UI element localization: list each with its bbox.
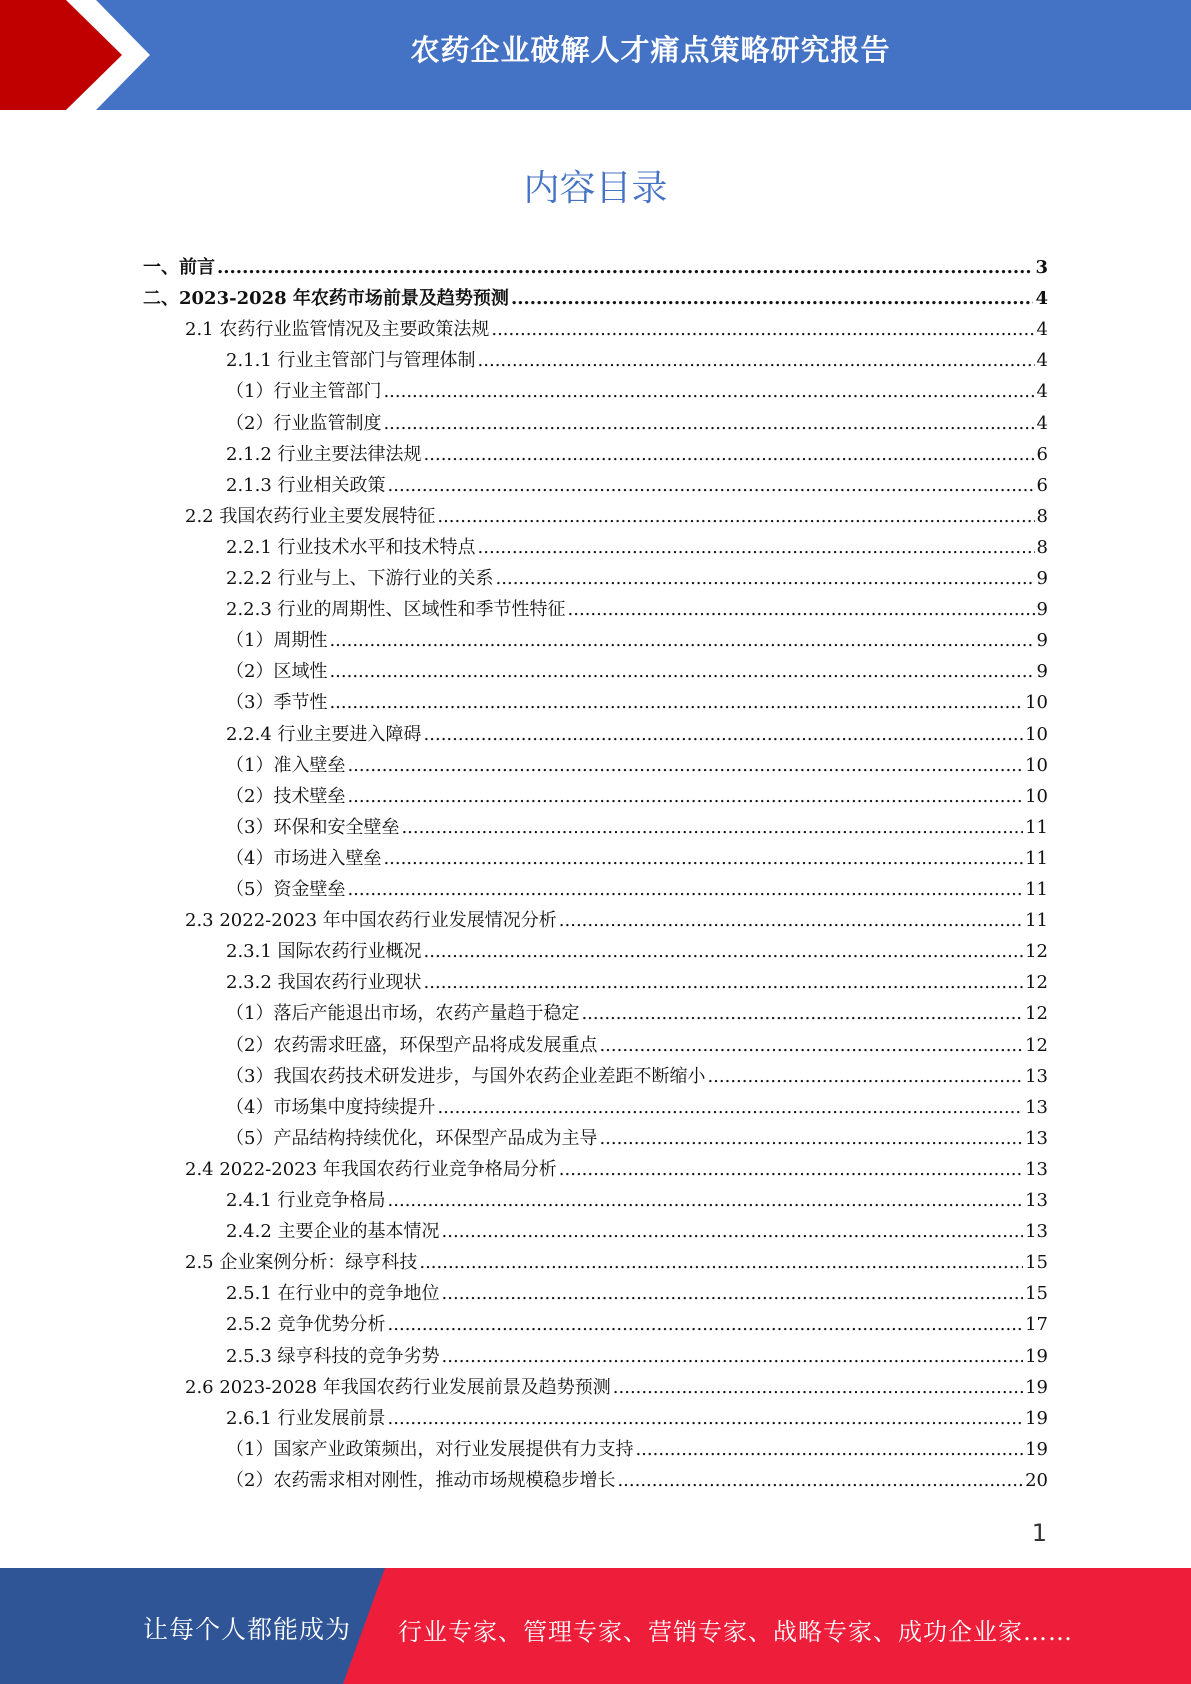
toc-entry[interactable] <box>226 1404 1048 1435</box>
toc-entry-page: 8 <box>1036 536 1048 558</box>
toc-leader-dots <box>424 444 1035 465</box>
toc-entry-label: （3）环保和安全壁垒 <box>226 816 400 838</box>
toc-entry-page: 6 <box>1036 443 1048 465</box>
toc-entry-page: 10 <box>1025 723 1048 745</box>
toc-leader-dots <box>599 1035 1023 1056</box>
toc-leader-dots <box>707 1066 1023 1087</box>
toc-entry[interactable] <box>185 906 1048 937</box>
toc-entry[interactable] <box>226 1466 1048 1497</box>
toc-leader-dots <box>383 848 1023 869</box>
toc-entry-page: 13 <box>1025 1158 1048 1180</box>
toc-entry[interactable] <box>226 471 1048 502</box>
toc-entry-page: 15 <box>1025 1252 1048 1274</box>
toc-leader-dots <box>329 630 1034 651</box>
toc-entry-label: （5）产品结构持续优化，环保型产品成为主导 <box>226 1127 598 1149</box>
toc-entry[interactable] <box>226 1062 1048 1093</box>
toc-entry-label: （1）落后产能退出市场，农药产量趋于稳定 <box>226 1003 580 1025</box>
toc-entry-label: （3）我国农药技术研发进步，与国外农药企业差距不断缩小 <box>226 1065 706 1087</box>
toc-entry-label: （1）行业主管部门 <box>226 381 382 403</box>
toc-entry[interactable] <box>226 1279 1048 1310</box>
toc-leader-dots <box>437 1097 1023 1118</box>
toc-entry-label: （2）技术壁垒 <box>226 785 346 807</box>
toc-leader-dots <box>635 1439 1023 1460</box>
toc-leader-dots <box>442 1346 1024 1367</box>
toc-entry-page: 12 <box>1025 972 1048 994</box>
toc-entry-page: 4 <box>1036 319 1048 341</box>
toc-entry-page: 10 <box>1025 754 1048 776</box>
toc-entry-label: 2.1.2 行业主要法律法规 <box>226 443 422 465</box>
toc-entry[interactable] <box>226 968 1048 999</box>
toc-entry-page: 4 <box>1036 350 1048 372</box>
toc-entry-label: （4）市场进入壁垒 <box>226 847 382 869</box>
toc-entry-label: （5）资金壁垒 <box>226 879 346 900</box>
toc-entry[interactable] <box>226 440 1048 471</box>
toc-entry-page: 15 <box>1025 1283 1048 1305</box>
toc-leader-dots <box>347 755 1023 776</box>
toc-entry[interactable] <box>226 1217 1048 1248</box>
toc-entry[interactable] <box>226 1124 1048 1155</box>
toc-entry-page: 17 <box>1025 1314 1048 1336</box>
toc-leader-dots <box>478 537 1035 558</box>
toc-entry-label: （4）市场集中度持续提升 <box>226 1096 436 1118</box>
toc-entry-page: 4 <box>1035 288 1048 310</box>
toc-leader-dots <box>401 817 1023 838</box>
toc-entry-page: 9 <box>1036 568 1048 589</box>
toc-entry-page: 9 <box>1036 599 1048 621</box>
toc-entry[interactable] <box>226 688 1048 719</box>
toc-entry-label: 2.4.2 主要企业的基本情况 <box>226 1221 440 1243</box>
toc-entry[interactable] <box>226 720 1048 751</box>
toc-entry-page: 19 <box>1025 1345 1048 1367</box>
toc-entry[interactable] <box>226 875 1048 906</box>
toc-entry-page: 19 <box>1025 1438 1048 1460</box>
toc-leader-dots <box>559 1159 1023 1180</box>
toc-entry[interactable] <box>226 626 1048 657</box>
toc-leader-dots <box>419 1252 1023 1273</box>
toc-entry[interactable] <box>226 564 1048 595</box>
toc-entry-label: 2.2.1 行业技术水平和技术特点 <box>226 536 476 558</box>
toc-entry[interactable] <box>185 1155 1048 1186</box>
toc-leader-dots <box>424 941 1024 962</box>
toc-leader-dots <box>442 1221 1024 1242</box>
toc-entry[interactable] <box>143 253 1048 284</box>
toc-leader-dots <box>613 1377 1023 1398</box>
toc-leader-dots <box>496 568 1035 589</box>
toc-entry[interactable] <box>226 1310 1048 1341</box>
toc-leader-dots <box>617 1470 1023 1491</box>
toc-leader-dots <box>383 381 1034 402</box>
footer-slogan-left: 让每个人都能成为 <box>143 1615 352 1644</box>
toc-entry-label: 2.3 2022-2023 年中国农药行业发展情况分析 <box>185 910 557 932</box>
toc-entry-label: 2.1.1 行业主管部门与管理体制 <box>226 350 476 372</box>
toc-entry[interactable] <box>226 1093 1048 1124</box>
toc-entry-label: （1）国家产业政策频出，对行业发展提供有力支持 <box>226 1438 634 1460</box>
toc-entry[interactable] <box>226 346 1048 377</box>
toc-entry[interactable] <box>185 315 1048 346</box>
toc-entry[interactable] <box>226 813 1048 844</box>
toc-entry[interactable] <box>226 1186 1048 1217</box>
toc-leader-dots <box>511 288 1034 309</box>
toc-entry-page: 8 <box>1036 505 1048 527</box>
toc-entry-page: 19 <box>1025 1376 1048 1398</box>
toc-leader-dots <box>383 413 1034 434</box>
toc-entry-page: 10 <box>1025 692 1048 714</box>
toc-entry[interactable] <box>226 1031 1048 1062</box>
toc-entry-label: 2.3.1 国际农药行业概况 <box>226 941 422 963</box>
toc-entry-page: 3 <box>1035 257 1048 278</box>
toc-entry-label: （2）农药需求相对刚性，推动市场规模稳步增长 <box>226 1469 616 1491</box>
toc-entry-page: 6 <box>1036 474 1048 496</box>
toc-entry-page: 9 <box>1036 661 1048 683</box>
toc-leader-dots <box>424 972 1024 993</box>
toc-leader-dots <box>568 599 1035 620</box>
toc-leader-dots <box>388 1190 1024 1211</box>
toc-entry-label: （1）准入壁垒 <box>226 754 346 776</box>
toc-leader-dots <box>347 786 1023 807</box>
toc-entry[interactable] <box>226 409 1048 440</box>
toc-entry-label: 2.5.2 竞争优势分析 <box>226 1314 386 1336</box>
toc-entry-page: 11 <box>1025 847 1048 869</box>
toc-entry-page: 10 <box>1025 785 1048 807</box>
toc-entry-label: （2）行业监管制度 <box>226 412 382 434</box>
toc-leader-dots <box>478 350 1035 371</box>
toc-entry-label: （2）区域性 <box>226 661 328 683</box>
toc-entry-label: 二、2023-2028 年农药市场前景及趋势预测 <box>143 288 509 310</box>
toc-entry-label: 2.4 2022-2023 年我国农药行业竞争格局分析 <box>185 1158 557 1180</box>
toc-entry[interactable] <box>185 1248 1048 1279</box>
toc-title: 内容目录 <box>523 168 668 209</box>
toc-entry[interactable] <box>226 657 1048 688</box>
toc-leader-dots <box>347 879 1023 900</box>
toc-entry-page: 11 <box>1025 910 1048 932</box>
toc-entry[interactable] <box>226 844 1048 875</box>
page-header <box>0 0 1191 110</box>
toc-entry[interactable] <box>226 595 1048 626</box>
toc-leader-dots <box>559 910 1023 931</box>
toc-leader-dots <box>599 1128 1023 1149</box>
toc-entry-label: 2.2 我国农药行业主要发展特征 <box>185 505 436 527</box>
toc-entry[interactable] <box>226 937 1048 968</box>
toc-entry-label: 2.3.2 我国农药行业现状 <box>226 972 422 994</box>
toc-entry-page: 12 <box>1025 941 1048 963</box>
toc-entry-label: （1）周期性 <box>226 630 328 652</box>
toc-entry-label: 2.1.3 行业相关政策 <box>226 474 386 496</box>
toc-entry[interactable] <box>226 999 1048 1030</box>
toc-entry[interactable] <box>226 377 1048 408</box>
toc-entry-label: 2.5.3 绿亨科技的竞争劣势 <box>226 1345 440 1367</box>
toc-entry-label: 2.2.2 行业与上、下游行业的关系 <box>226 568 494 589</box>
toc-leader-dots <box>437 506 1034 527</box>
toc-entry-page: 13 <box>1025 1065 1048 1087</box>
toc-entry-label: 2.5.1 在行业中的竞争地位 <box>226 1283 440 1305</box>
toc-entry[interactable] <box>226 782 1048 813</box>
toc-leader-dots <box>442 1283 1024 1304</box>
toc-entry-page: 19 <box>1025 1407 1048 1429</box>
toc-entry-label: 一、前言 <box>143 257 215 278</box>
toc-entry-label: 2.4.1 行业竞争格局 <box>226 1190 386 1211</box>
toc-entry-page: 11 <box>1025 879 1048 900</box>
toc-leader-dots <box>388 475 1035 496</box>
toc-entry-label: 2.1 农药行业监管情况及主要政策法规 <box>185 319 490 341</box>
toc-entry-page: 13 <box>1025 1221 1048 1243</box>
page-number: 1 <box>1031 1519 1047 1547</box>
toc-entry-page: 13 <box>1025 1127 1048 1149</box>
toc-entry-label: 2.2.4 行业主要进入障碍 <box>226 723 422 745</box>
toc-entry-page: 20 <box>1025 1469 1048 1491</box>
toc-entry[interactable] <box>226 1435 1048 1466</box>
toc-entry-label: （3）季节性 <box>226 692 328 714</box>
toc-entry[interactable] <box>226 751 1048 782</box>
toc-entry-label: 2.5 企业案例分析：绿亨科技 <box>185 1252 418 1274</box>
toc-entry-page: 13 <box>1025 1190 1048 1211</box>
toc-entry-page: 12 <box>1025 1003 1048 1025</box>
toc-entry-page: 9 <box>1036 630 1048 652</box>
toc-entry-page: 4 <box>1036 381 1048 403</box>
toc-entry-label: 2.2.3 行业的周期性、区域性和季节性特征 <box>226 599 566 621</box>
report-title: 农药企业破解人才痛点策略研究报告 <box>410 33 891 67</box>
toc-entry-label: 2.6.1 行业发展前景 <box>226 1407 386 1429</box>
toc-entry[interactable] <box>185 1373 1048 1404</box>
toc-entry-label: 2.6 2023-2028 年我国农药行业发展前景及趋势预测 <box>185 1376 611 1398</box>
toc-leader-dots <box>491 319 1034 340</box>
toc-entry-label: （2）农药需求旺盛，环保型产品将成发展重点 <box>226 1034 598 1056</box>
toc-leader-dots <box>329 692 1023 713</box>
toc-entry[interactable] <box>143 284 1048 315</box>
toc-leader-dots <box>388 1408 1024 1429</box>
toc-leader-dots <box>581 1003 1023 1024</box>
toc-leader-dots <box>424 724 1024 745</box>
toc-entry[interactable] <box>185 502 1048 533</box>
toc-leader-dots <box>217 257 1033 278</box>
toc-entry[interactable] <box>226 1342 1048 1373</box>
toc-entry-page: 4 <box>1036 412 1048 434</box>
toc-entry-page: 12 <box>1025 1034 1048 1056</box>
toc-leader-dots <box>388 1314 1024 1335</box>
toc-entry-page: 13 <box>1025 1096 1048 1118</box>
toc-entry-page: 11 <box>1025 816 1048 838</box>
toc-leader-dots <box>329 661 1034 682</box>
footer-slogan-right: 行业专家、管理专家、营销专家、战略专家、成功企业家…… <box>398 1618 1073 1646</box>
toc-entry[interactable] <box>226 533 1048 564</box>
